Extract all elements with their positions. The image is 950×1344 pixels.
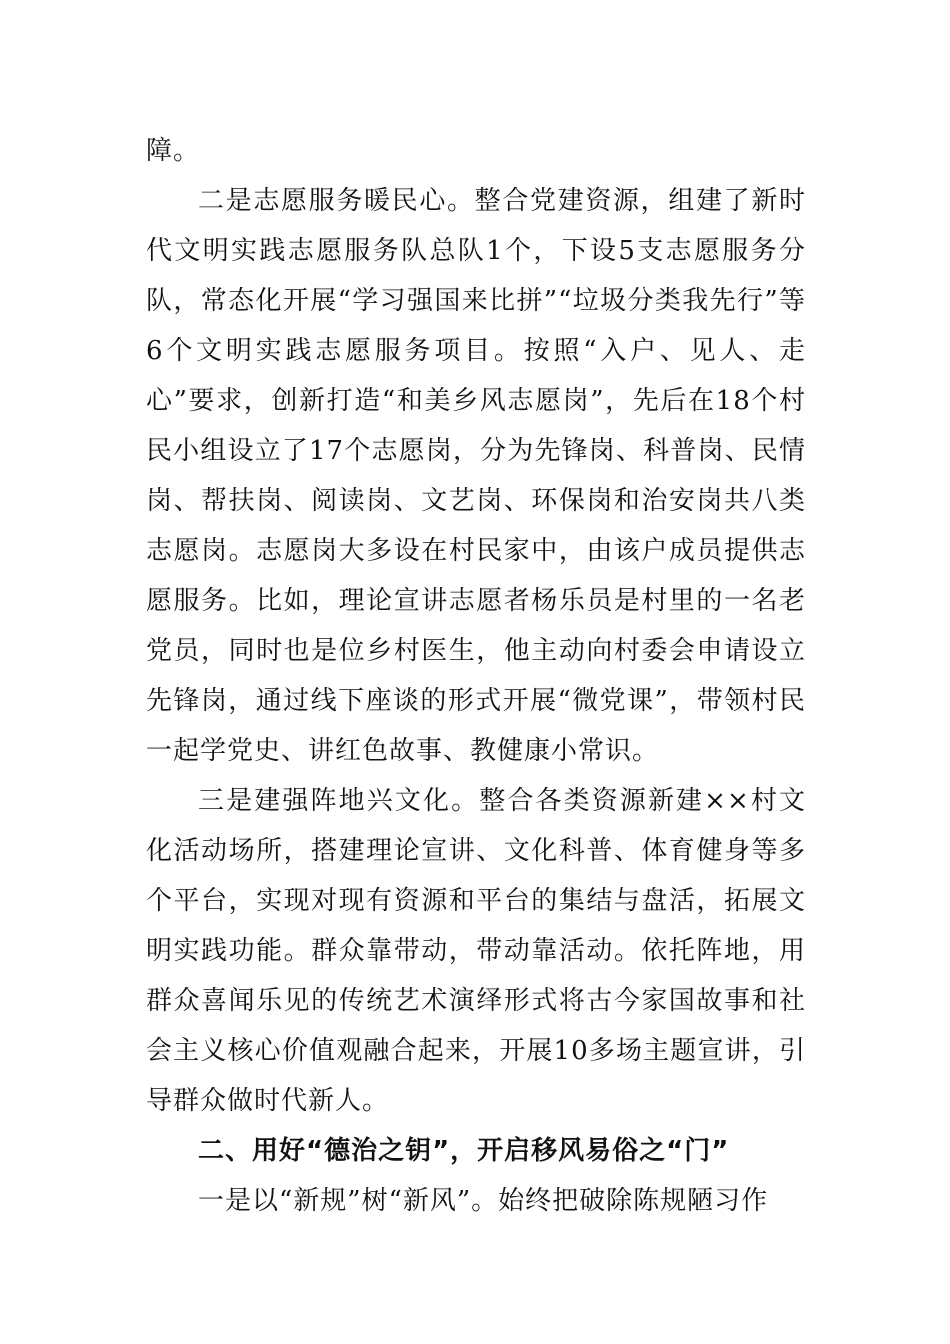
document-body	[146, 126, 806, 1226]
paragraph-cultural-venue: 三是建强阵地兴文化。整合各类资源新建××村文化活动场所，搭建理论宣讲、文化科普、体育健身等多个平台，实现对现有资源和平台的集结与盘活，拓展文明实践功能。群众靠带动，带动靠活动。依托阵地，用群众喜闻乐见的传统艺术演绎形式将古今家国故事和社会主义核心价值观融合起来，开展10多场主题宣讲，引导群众做时代新人。	[146, 786, 806, 1116]
paragraph-new-rules: 一是以“新规”树“新风”。始终把破除陈规陋习作	[198, 1186, 769, 1216]
paragraph-continuation: 障。	[146, 136, 201, 166]
section-heading: 二、用好“德治之钥”，开启移风易俗之“门”	[198, 1136, 730, 1166]
paragraph-volunteer-service: 二是志愿服务暖民心。整合党建资源，组建了新时代文明实践志愿服务队总队1个，下设5支志愿服务分队，常态化开展“学习强国来比拼”“垃圾分类我先行”等6个文明实践志愿服务项目。按照“入户、见人、走心”要求，创新打造“和美乡风志愿岗”，先后在18个村民小组设立了17个志愿岗，分为先锋岗、科普岗、民情岗、帮扶岗、阅读岗、文艺岗、环保岗和治安岗共八类志愿岗。志愿岗大多设在村民家中，由该户成员提供志愿服务。比如，理论宣讲志愿者杨乐员是村里的一名老党员，同时也是位乡村医生，他主动向村委会申请设立先锋岗，通过线下座谈的形式开展“微党课”，带领村民一起学党史、讲红色故事、教健康小常识。	[146, 186, 806, 766]
